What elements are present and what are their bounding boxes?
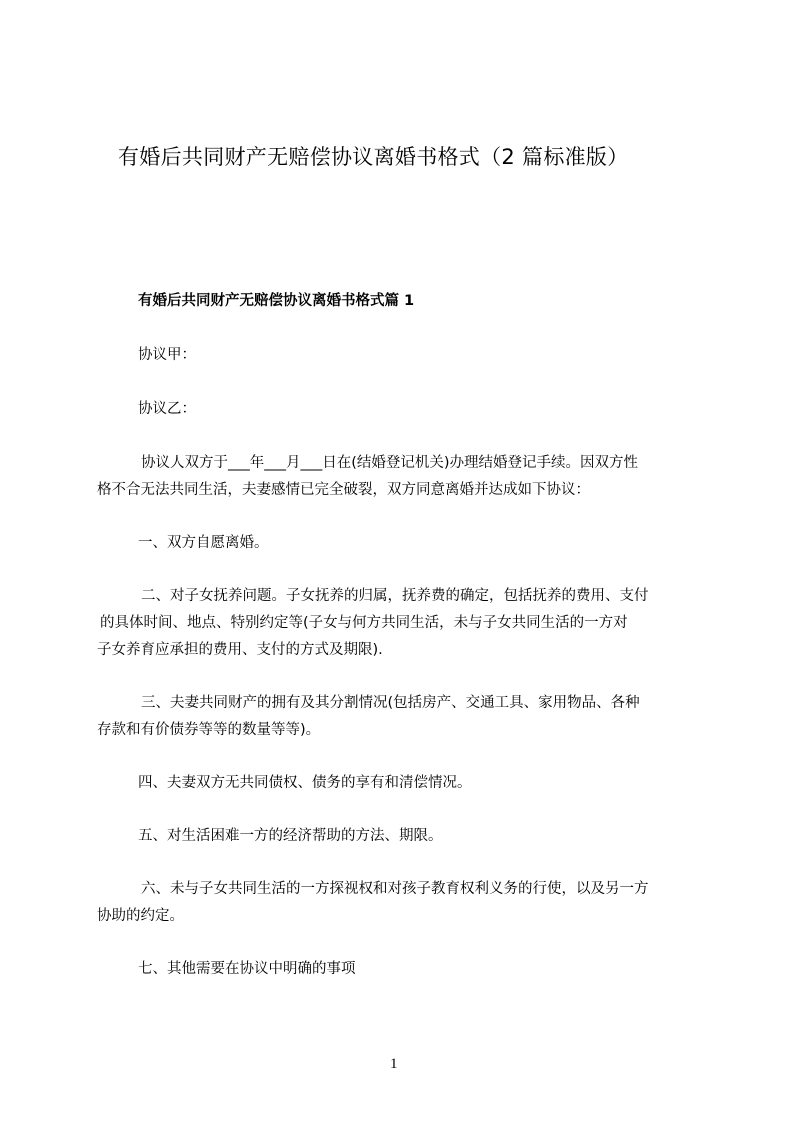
clause-2-line: 的具体时间、地点、特别约定等(子女与何方共同生活，未与子女共同生活的一方对 (100, 615, 628, 631)
clause-7: 七、其他需要在协议中明确的事项 (138, 961, 356, 977)
paragraph-party-b: 协议乙： (138, 401, 196, 417)
clause-3-line: 三、夫妻共同财产的拥有及其分割情况(包括房产、交通工具、家用物品、各种 (141, 695, 640, 711)
paragraph-party-a: 协议甲： (138, 347, 196, 363)
clause-3-line: 存款和有价债券等等的数量等等)。 (97, 722, 321, 738)
document-title: 有婚后共同财产无赔偿协议离婚书格式（2 篇标准版） (118, 145, 629, 169)
section-heading: 有婚后共同财产无赔偿协议离婚书格式篇 1 (138, 293, 415, 309)
clause-2-line: 子女养育应承担的费用、支付的方式及期限). (97, 642, 383, 658)
clause-2-line: 二、对子女抚养问题。子女抚养的归属，抚养费的确定，包括抚养的费用、支付 (141, 588, 649, 604)
page-number: 1 (390, 1056, 398, 1072)
clause-5: 五、对生活困难一方的经济帮助的方法、期限。 (138, 828, 443, 844)
clause-4: 四、夫妻双方无共同债权、债务的享有和清偿情况。 (138, 775, 472, 791)
clause-1: 一、双方自愿离婚。 (138, 535, 269, 551)
clause-6-line: 协助的约定。 (97, 908, 184, 924)
paragraph-intro-line: 格不合无法共同生活，夫妻感情已完全破裂，双方同意离婚并达成如下协议： (97, 482, 590, 498)
clause-6-line: 六、未与子女共同生活的一方探视权和对孩子教育权利义务的行使，以及另一方 (141, 881, 649, 897)
paragraph-intro-line: 协议人双方于___年___月___日在(结婚登记机关)办理结婚登记手续。因双方性 (141, 455, 639, 471)
